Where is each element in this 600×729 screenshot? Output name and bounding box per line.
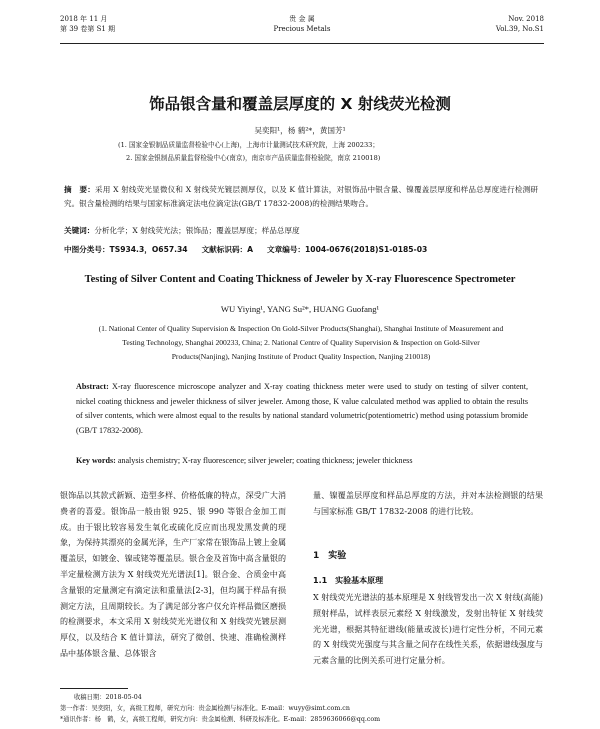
- document-code: 文献标识码：A: [201, 245, 254, 254]
- article-number: 文章编号：1004-0676(2018)S1-0185-03: [267, 245, 428, 254]
- affiliation-chinese-2: 2. 国家金银制品质量监督检验中心(南京)，南京市产品质量监督检验院，南京 210018): [126, 154, 381, 162]
- header-date: 2018 年 11 月: [60, 15, 108, 23]
- keywords-en-text: analysis chemistry; X-ray fluorescence; silver jeweler; coating thickness; jeweler thickness: [117, 456, 413, 465]
- body-column-left: 银饰品以其款式新颖、造型多样、价格低廉的特点，深受广大消费者的喜爱。银饰品一般由银 925、银 990 等银合金加工而成。由于银比较容易发生氧化或硫化反应而出现发黑发黄的现象，为保持其漂亮的金属光泽，生产厂家常在银饰品上镀上金属覆盖层，如镀金、镍或铑等覆盖层。银合金及首饰中高含量银的半定量检测方法为 X 射线荧光光谱法[1]。银合金、合质金中高含量银的定量测定有滴定法和重量法[2-3]，但均属于样品有损测定方法，且周期较长。为了满足部分客户仅允许样品微区磨损的检测要求，本文采用 X 射线荧光光谱仪和 X 射线荧光镀层测厚仪，以及结合 K 值计算法，研究了微创、快速、准确检测样品中基体银含量、总体银含: [60, 491, 286, 658]
- abstract-chinese: [64, 183, 538, 210]
- affiliation-english: [58, 322, 544, 365]
- keywords-english: [76, 456, 528, 465]
- section-heading-experiment: 1 实验: [313, 551, 347, 561]
- header-journal-cn: 贵 金 属: [289, 15, 315, 23]
- header-journal-en: Precious Metals: [273, 25, 331, 33]
- affiliation-english-line: Testing Technology, Shanghai 200233, China; 2. National Centre of Quality Supervision & Inspection on Gold-Silver: [122, 338, 480, 348]
- body-column-right-top: 量、镍覆盖层厚度和样品总厚度的方法，并对本法检测银的结果与国家标准 GB/T 17832-2008 的进行比较。: [313, 491, 543, 516]
- body-column-right-principle: X 射线荧光光谱法的基本原理是 X 射线管发出一次 X 射线(高能)照射样品，试样表层元素经 X 射线激发，发射出特征 X 射线荧光光谱，根据其特征谱线(能量或波长)进行定性分析，不同元素的 X 射线荧光强度与其含量之间存在线性关系，依据谱线强度与元素含量的比例关系可进行定量分析。: [313, 593, 543, 666]
- title-english: Testing of Silver Content and Coating Thickness of Jeweler by X-ray Fluorescence Spectrometer: [84, 274, 516, 285]
- keywords-cn-label: 关键词：: [64, 226, 95, 235]
- header-issue: [496, 14, 544, 34]
- keywords-cn-text: 分析化学；X 射线荧光法；银饰品；覆盖层厚度；样品总厚度: [94, 226, 300, 235]
- abstract-cn-label: 摘 要：: [64, 185, 96, 194]
- abstract-cn-text: 采用 X 射线荧光显微仪和 X 射线荧光镀层测厚仪，以及 K 值计算法，对银饰品中银含量、镍覆盖层厚度和样品总厚度进行检测研究。银含量检测的结果与国家标准滴定法电位滴定法(GB/T 17832-2008)的检测结果吻合。: [64, 185, 539, 208]
- footnote-corresponding-author: *通讯作者：杨 鹤，女，高级工程师，研究方向：贵金属检测、科研及标准化。E-mail：2859636066@qq.com: [60, 716, 381, 723]
- abstract-en-label: Abstract:: [76, 382, 109, 391]
- affiliation-chinese-1: (1. 国家金银制品质量监督检验中心(上海)，上海市计量测试技术研究院，上海 200233；: [118, 141, 379, 149]
- authors-chinese: 吴奕阳¹，杨 鹤²*，黄国芳¹: [254, 126, 346, 135]
- clc-number: 中图分类号：TS934.3，O657.34: [64, 245, 188, 254]
- header-volume: 第 39 卷第 S1 期: [60, 25, 116, 33]
- running-header: [60, 14, 544, 44]
- title-chinese: 饰品银含量和覆盖层厚度的 X 射线荧光检测: [149, 95, 451, 113]
- subsection-heading-principle: 1.1 实验基本原理: [313, 576, 384, 585]
- authors-english: WU Yiying¹, YANG Su²*, HUANG Guofang¹: [220, 304, 380, 314]
- keywords-en-label: Key words:: [76, 456, 116, 465]
- abstract-en-text: X-ray fluorescence microscope analyzer and X-ray coating thickness meter were used to study on testing of silver content, nickel coating thickness and jeweler thickness of silver jeweler. Among those, K value calculated method was applied to obtain the results of silver contents, which were almost equal to the results by national standard volumetric(potentiometric) method using potassium bromide (GB/T 17832-2008).: [76, 382, 529, 435]
- footnote-received-date: 收稿日期：2018-05-04: [74, 694, 142, 701]
- header-journal: [60, 14, 544, 34]
- header-date-en: Nov. 2018: [508, 15, 544, 23]
- affiliation-english-line: (1. National Center of Quality Supervision & Inspection On Gold-Silver Products(Shanghai), Shanghai Institute of Measurement and: [98, 324, 504, 333]
- keywords-chinese: [64, 225, 538, 236]
- footnote-divider: [60, 688, 128, 689]
- footnote-first-author: 第一作者：吴奕阳，女，高级工程师，研究方向：贵金属检测与标准化。E-mail：wuyy@simt.com.cn: [60, 705, 350, 712]
- abstract-english: [76, 380, 528, 438]
- affiliation-english-line: Products(Nanjing), Nanjing Institute of Product Quality Inspection, Nanjing 210018): [171, 352, 431, 362]
- classification-line: [64, 244, 538, 255]
- header-volume-en: Vol.39, No.S1: [495, 25, 544, 33]
